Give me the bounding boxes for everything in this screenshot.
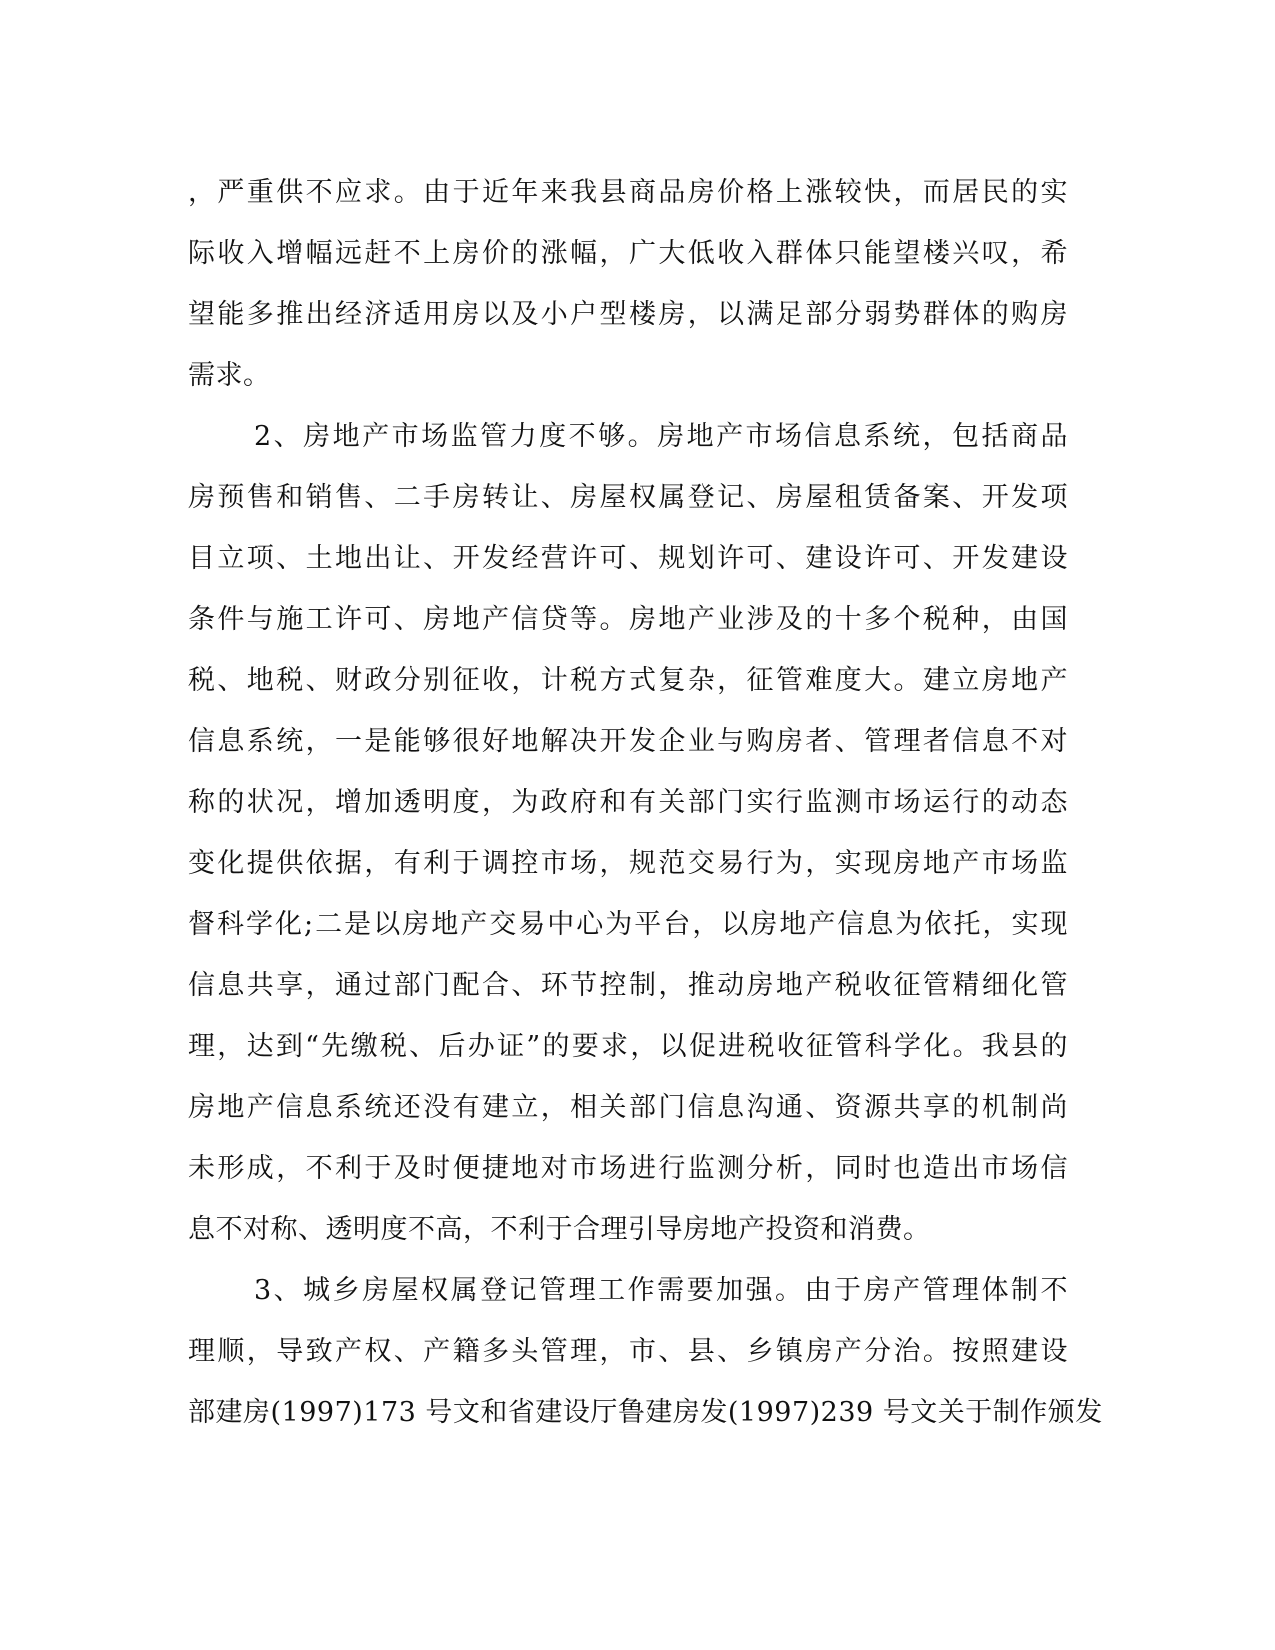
paragraph-2-line-3: 目立项、土地出让、开发经营许可、规划许可、建设许可、开发建设	[188, 543, 1068, 574]
document-body	[188, 162, 1103, 1443]
paragraph-2-line-8: 变化提供依据，有利于调控市场，规范交易行为，实现房地产市场监	[188, 848, 1068, 879]
paragraph-2-line-10: 信息共享，通过部门配合、环节控制，推动房地产税收征管精细化管	[188, 970, 1068, 1001]
paragraph-3-line-1: 3、城乡房屋权属登记管理工作需要加强。由于房产管理体制不	[254, 1275, 1068, 1306]
paragraph-1-line-2: 际收入增幅远赶不上房价的涨幅，广大低收入群体只能望楼兴叹，希	[188, 238, 1068, 269]
paragraph-1-line-4: 需求。	[188, 360, 271, 391]
paragraph-2-line-1: 2、房地产市场监管力度不够。房地产市场信息系统，包括商品	[254, 421, 1068, 452]
paragraph-2-line-7: 称的状况，增加透明度，为政府和有关部门实行监测市场运行的动态	[188, 787, 1068, 818]
paragraph-3-line-3: 部建房(1997)173 号文和省建设厅鲁建房发(1997)239 号文关于制作颁发	[188, 1397, 1103, 1428]
paragraph-2-line-6: 信息系统，一是能够很好地解决开发企业与购房者、管理者信息不对	[188, 726, 1068, 757]
paragraph-3-line-2: 理顺，导致产权、产籍多头管理，市、县、乡镇房产分治。按照建设	[188, 1336, 1068, 1367]
paragraph-2-line-4: 条件与施工许可、房地产信贷等。房地产业涉及的十多个税种，由国	[188, 604, 1068, 635]
paragraph-2-line-11: 理，达到“先缴税、后办证”的要求，以促进税收征管科学化。我县的	[188, 1031, 1068, 1062]
paragraph-2-line-13: 未形成，不利于及时便捷地对市场进行监测分析，同时也造出市场信	[188, 1153, 1068, 1184]
paragraph-1-line-1: ，严重供不应求。由于近年来我县商品房价格上涨较快，而居民的实	[188, 177, 1068, 208]
paragraph-1-line-3: 望能多推出经济适用房以及小户型楼房，以满足部分弱势群体的购房	[188, 299, 1068, 330]
paragraph-2-line-14: 息不对称、透明度不高，不利于合理引导房地产投资和消费。	[188, 1214, 931, 1245]
paragraph-2-line-5: 税、地税、财政分别征收，计税方式复杂，征管难度大。建立房地产	[188, 665, 1068, 696]
paragraph-2-line-12: 房地产信息系统还没有建立，相关部门信息沟通、资源共享的机制尚	[188, 1092, 1068, 1123]
paragraph-2-line-2: 房预售和销售、二手房转让、房屋权属登记、房屋租赁备案、开发项	[188, 482, 1068, 513]
paragraph-2-line-9: 督科学化;二是以房地产交易中心为平台，以房地产信息为依托，实现	[188, 909, 1068, 940]
